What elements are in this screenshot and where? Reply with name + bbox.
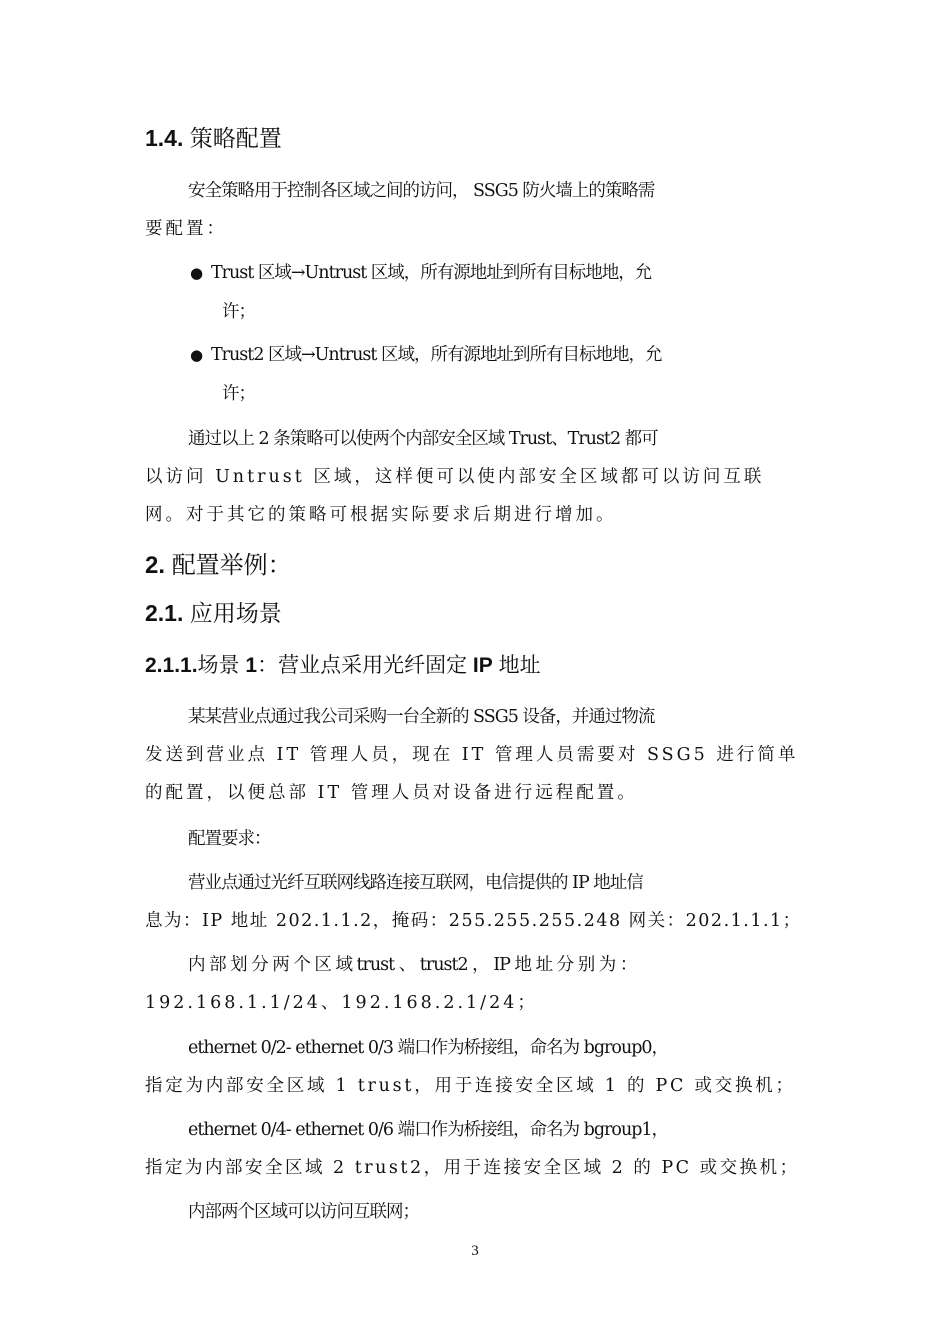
paragraph-line: 营业点通过光纤互联网线路连接互联网，电信提供的 IP 地址信 xyxy=(188,873,643,893)
paragraph-line: 的配置，以便总部 IT 管理人员对设备进行远程配置。 xyxy=(145,783,638,803)
paragraph-line: 以访问 Untrust 区域，这样便可以使内部安全区域都可以访问互联 xyxy=(145,467,765,487)
paragraph-line: 指定为内部安全区域 2 trust2，用于连接安全区域 2 的 PC 或交换机； xyxy=(145,1158,800,1178)
paragraph-line: 某某营业点通过我公司采购一台全新的 SSG5 设备，并通过物流 xyxy=(188,707,655,727)
bullet-icon: ● xyxy=(190,264,204,282)
paragraph-line: 通过以上 2 条策略可以使两个内部安全区域 Trust、Trust2 都可 xyxy=(188,429,658,449)
paragraph-line: ethernet 0/2- ethernet 0/3 端口作为桥接组，命名为 bgroup0， xyxy=(188,1038,669,1058)
paragraph-line: 指定为内部安全区域 1 trust，用于连接安全区域 1 的 PC 或交换机； xyxy=(145,1076,796,1096)
bullet-item-line: Trust2 区域→Untrust 区域，所有源地址到所有目标地地，允 xyxy=(211,345,662,365)
bullet-icon: ● xyxy=(190,346,204,364)
paragraph-line: 配置要求： xyxy=(188,829,271,849)
page-number: 3 xyxy=(471,1243,479,1259)
paragraph-line: 内 部 划 分 两 个 区 域 trust 、 trust2 ， IP 地 址 分 别 为 ： xyxy=(188,955,637,975)
bullet-item-line: Trust 区域→Untrust 区域，所有源地址到所有目标地地，允 xyxy=(211,263,652,283)
section-heading-2: 2. 配置举例： xyxy=(145,552,292,579)
paragraph-line: 内部两个区域可以访问互联网； xyxy=(188,1202,419,1222)
paragraph-line: 发送到营业点 IT 管理人员，现在 IT 管理人员需要对 SSG5 进行简单 xyxy=(145,745,799,765)
paragraph-line: 网。对于其它的策略可根据实际要求后期进行增加。 xyxy=(145,505,617,525)
paragraph-line: 安全策略用于控制各区域之间的访问， SSG5 防火墙上的策略需 xyxy=(188,181,655,201)
section-heading-2-1: 2.1. 应用场景 xyxy=(145,600,282,626)
bullet-item-line: 许； xyxy=(222,302,255,322)
paragraph-line: ethernet 0/4- ethernet 0/6 端口作为桥接组，命名为 bgroup1， xyxy=(188,1120,669,1140)
paragraph-line: 要配置： xyxy=(145,219,227,239)
section-heading-1-4: 1.4. 策略配置 xyxy=(145,125,282,151)
paragraph-line: 192.168.1.1/24、192.168.2.1/24； xyxy=(145,993,538,1013)
paragraph-line: 息为：IP 地址 202.1.1.2，掩码：255.255.255.248 网关：202.1.1.1； xyxy=(145,911,802,931)
bullet-item-line: 许； xyxy=(222,384,255,404)
section-heading-2-1-1: 2.1.1.场景 1：营业点采用光纤固定 IP 地址 xyxy=(145,654,541,677)
